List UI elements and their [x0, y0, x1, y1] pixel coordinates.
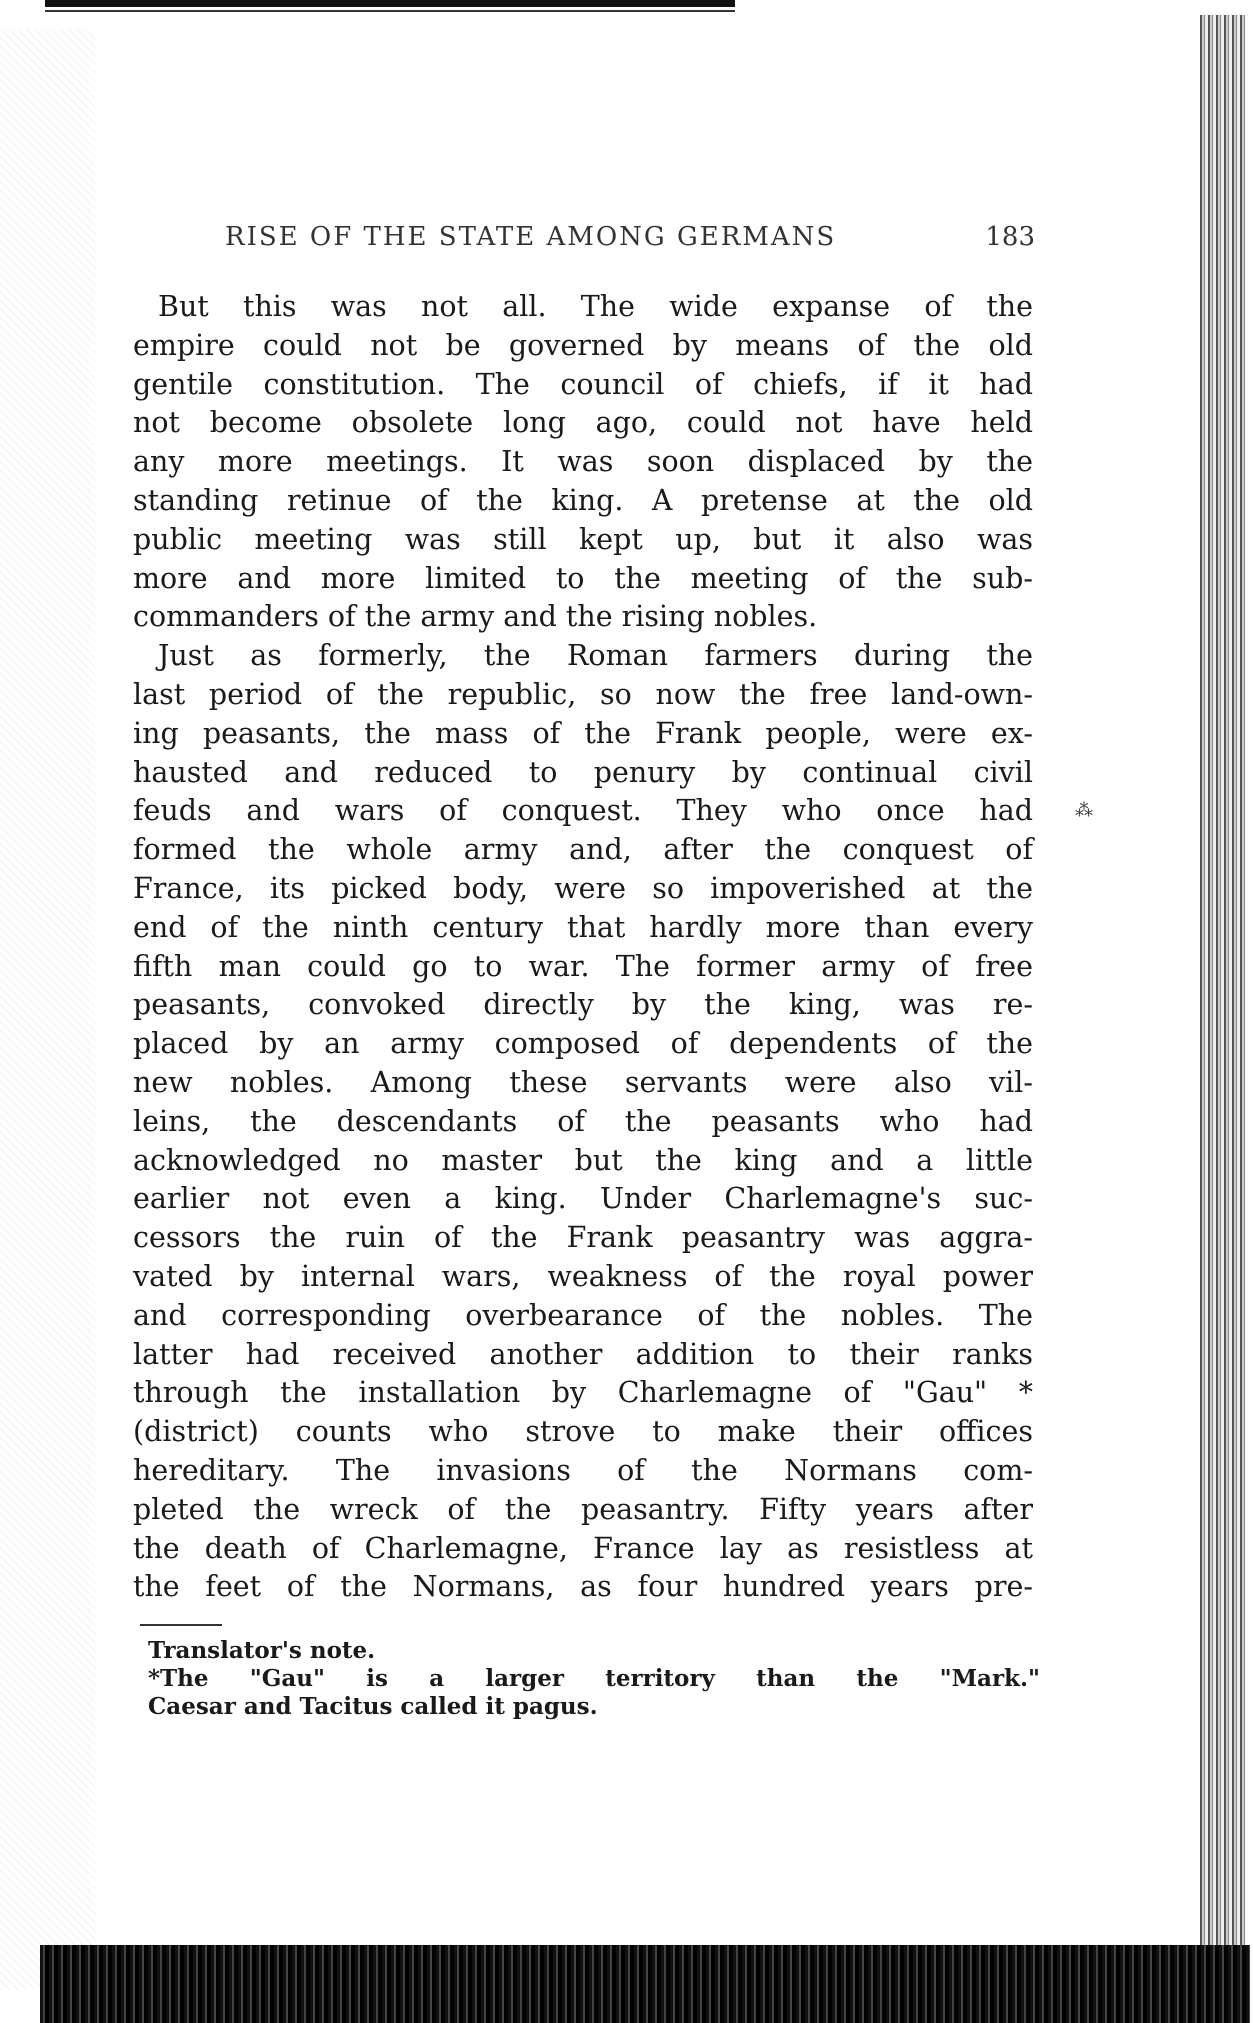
margin-speck-icon: ⁂: [1075, 800, 1093, 821]
text-line: fifth man could go to war. The former army of free: [133, 949, 1033, 983]
text-line: commanders of the army and the rising nobles.: [133, 600, 818, 634]
text-line: peasants, convoked directly by the king, was re-: [133, 988, 1033, 1022]
text-line: the death of Charlemagne, France lay as resistless at: [133, 1531, 1033, 1565]
top-border-rule-thin: [45, 10, 735, 12]
text-line: the feet of the Normans, as four hundred years pre-: [133, 1570, 1033, 1604]
book-spine-edge: [1200, 15, 1245, 1975]
text-line: hausted and reduced to penury by continual civil: [133, 755, 1033, 789]
running-head: [225, 222, 1035, 258]
text-line: leins, the descendants of the peasants who had: [133, 1104, 1033, 1138]
page-margin-shading: [0, 30, 95, 1990]
text-line: empire could not be governed by means of the old: [133, 328, 1033, 362]
text-line: pleted the wreck of the peasantry. Fifty years after: [133, 1492, 1033, 1526]
text-line: latter had received another addition to their ranks: [133, 1337, 1033, 1371]
text-line: through the installation by Charlemagne of "Gau" *: [133, 1376, 1033, 1410]
text-line: (district) counts who strove to make their offices: [133, 1415, 1033, 1449]
text-line: acknowledged no master but the king and a little: [133, 1143, 1033, 1177]
top-border-rule: [45, 0, 735, 7]
text-line: earlier not even a king. Under Charlemagne's suc-: [133, 1182, 1033, 1216]
text-line: France, its picked body, were so impoverished at the: [133, 871, 1033, 905]
text-line: not become obsolete long ago, could not have held: [133, 406, 1033, 440]
text-line: hereditary. The invasions of the Normans com-: [133, 1453, 1033, 1487]
text-line: cessors the ruin of the Frank peasantry was aggra-: [133, 1221, 1033, 1255]
text-line: Just as formerly, the Roman farmers during the: [158, 639, 1033, 673]
text-line: gentile constitution. The council of chiefs, if it had: [133, 367, 1033, 401]
text-line: placed by an army composed of dependents of the: [133, 1027, 1033, 1061]
footnotes: [148, 1637, 1040, 1721]
running-title: RISE OF THE STATE AMONG GERMANS: [225, 222, 837, 252]
text-line: vated by internal wars, weakness of the royal power: [133, 1259, 1033, 1293]
footnote-rule: [140, 1624, 222, 1626]
text-line: and corresponding overbearance of the nobles. The: [133, 1298, 1033, 1332]
text-line: public meeting was still kept up, but it also was: [133, 522, 1033, 556]
footnote-label: Translator's note.: [148, 1637, 376, 1664]
text-line: more and more limited to the meeting of the sub-: [133, 561, 1033, 595]
text-line: any more meetings. It was soon displaced by the: [133, 445, 1033, 479]
body-text: [133, 288, 1033, 1607]
page-number: 183: [985, 222, 1035, 252]
text-line: end of the ninth century that hardly more than every: [133, 910, 1033, 944]
paragraph-1: [133, 288, 1033, 637]
footnote-line: Caesar and Tacitus called it pagus.: [148, 1693, 598, 1720]
text-line: But this was not all. The wide expanse of the: [158, 290, 1033, 323]
footnote-line: *The "Gau" is a larger territory than the "Mark.": [148, 1665, 1040, 1692]
paragraph-2: [133, 637, 1033, 1607]
text-line: feuds and wars of conquest. They who once had: [133, 794, 1033, 828]
bottom-scan-edge: [40, 1945, 1250, 2023]
text-line: ing peasants, the mass of the Frank people, were ex-: [133, 716, 1033, 750]
text-line: standing retinue of the king. A pretense at the old: [133, 483, 1033, 517]
text-line: formed the whole army and, after the conquest of: [133, 833, 1033, 867]
text-line: last period of the republic, so now the free land-own-: [133, 677, 1033, 711]
text-line: new nobles. Among these servants were also vil-: [133, 1065, 1033, 1099]
